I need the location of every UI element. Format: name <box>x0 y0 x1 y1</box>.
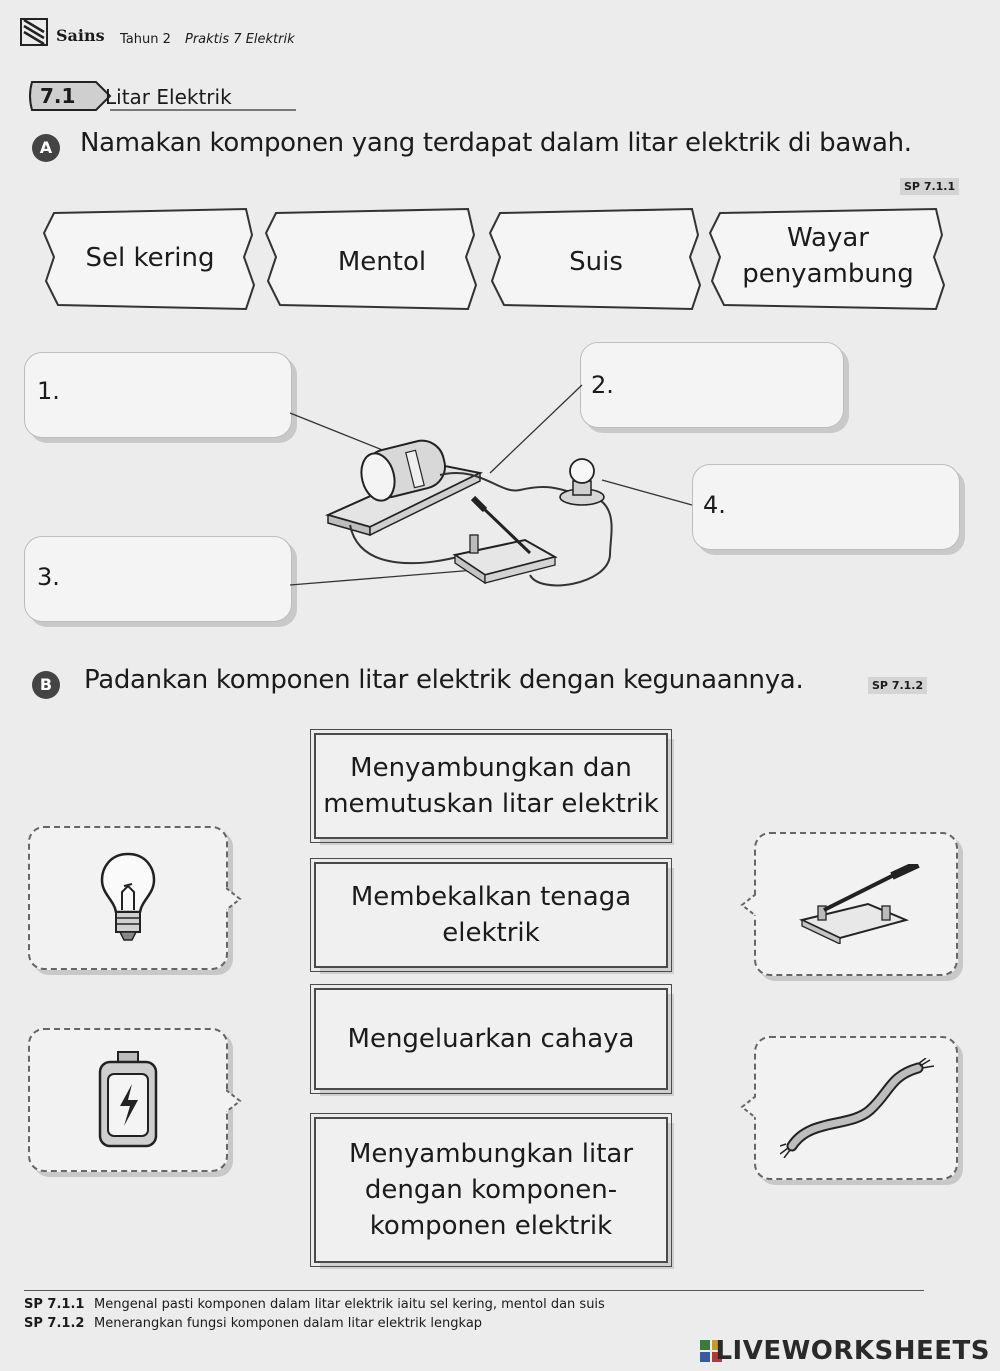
footer-sp1-code: SP 7.1.1 <box>24 1297 85 1312</box>
function-text-line1: Membekalkan tenaga <box>350 882 632 912</box>
section-number: 7.1 <box>40 84 76 108</box>
word-card-label: Sel kering <box>85 243 215 273</box>
answer-box-3[interactable] <box>24 536 292 622</box>
footer-sp1 <box>24 1297 605 1312</box>
function-text-line2: memutuskan litar elektrik <box>323 789 659 819</box>
answer-box-4[interactable] <box>692 464 960 550</box>
header-year: Tahun 2 <box>120 32 171 47</box>
component-box-wire[interactable] <box>754 1036 958 1180</box>
word-card-suis[interactable] <box>486 244 706 280</box>
bulb-holder-illustration <box>560 459 604 505</box>
component-box-battery[interactable] <box>28 1028 228 1172</box>
footer-sp1-text: Mengenal pasti komponen dalam litar elektrik iaitu sel kering, mentol dan suis <box>94 1297 605 1312</box>
footer-sp2 <box>24 1316 482 1331</box>
header-subject: Sains <box>56 26 105 45</box>
arrow-tab-icon <box>226 888 242 910</box>
section-title: Litar Elektrik <box>105 85 232 109</box>
part-b-instruction: Padankan komponen litar elektrik dengan kegunaannya. <box>84 665 804 695</box>
function-text-line3: komponen elektrik <box>369 1211 613 1241</box>
function-box-battery[interactable] <box>314 862 668 968</box>
circuit-diagram <box>290 365 710 605</box>
word-card-label: Mentol <box>337 247 427 277</box>
part-b-badge: B <box>32 671 60 699</box>
publisher-logo-icon <box>20 18 48 46</box>
function-box-wire[interactable] <box>314 1117 668 1263</box>
arrow-tab-icon <box>740 894 756 916</box>
function-box-bulb[interactable] <box>314 988 668 1090</box>
word-card-label-line2: penyambung <box>742 259 914 289</box>
answer-box-number: 4. <box>703 491 726 519</box>
function-text-line1: Mengeluarkan cahaya <box>347 1024 635 1054</box>
answer-box-number: 2. <box>591 371 614 399</box>
answer-box-number: 1. <box>37 377 60 405</box>
switch-illustration <box>455 498 555 583</box>
battery-holder-illustration <box>328 436 480 535</box>
part-b-sp-code: SP 7.1.2 <box>868 677 927 694</box>
part-a-sp-code: SP 7.1.1 <box>900 178 959 195</box>
answer-box-1[interactable] <box>24 352 292 438</box>
header-practice: Praktis 7 Elektrik <box>185 32 295 47</box>
component-box-switch[interactable] <box>754 832 958 976</box>
word-card-label: Suis <box>569 247 623 277</box>
battery-icon <box>96 1050 160 1150</box>
liveworksheets-brand: LIVEWORKSHEETS <box>715 1336 990 1366</box>
part-a-badge: A <box>32 134 60 162</box>
bulb-icon <box>98 850 158 946</box>
wire-icon <box>780 1058 940 1158</box>
answer-box-number: 3. <box>37 563 60 591</box>
component-box-bulb[interactable] <box>28 826 228 970</box>
function-text-line1: Menyambungkan dan <box>350 753 632 783</box>
function-box-switch[interactable] <box>314 733 668 839</box>
function-text-line2: dengan komponen- <box>364 1175 618 1205</box>
function-text-line2: elektrik <box>442 918 540 948</box>
footer-divider <box>24 1290 924 1291</box>
word-card-label-line1: Wayar <box>787 223 869 253</box>
part-a-instruction: Namakan komponen yang terdapat dalam litar elektrik di bawah. <box>80 128 912 158</box>
arrow-tab-icon <box>226 1090 242 1112</box>
footer-sp2-code: SP 7.1.2 <box>24 1316 85 1331</box>
word-card-mentol[interactable] <box>262 244 502 280</box>
word-card-wayar-penyambung[interactable] <box>706 220 950 292</box>
function-text-line1: Menyambungkan litar <box>348 1139 634 1169</box>
word-card-sel-kering[interactable] <box>40 240 260 276</box>
switch-icon <box>796 864 926 944</box>
footer-sp2-text: Menerangkan fungsi komponen dalam litar elektrik lengkap <box>94 1316 483 1331</box>
arrow-tab-icon <box>740 1096 756 1118</box>
